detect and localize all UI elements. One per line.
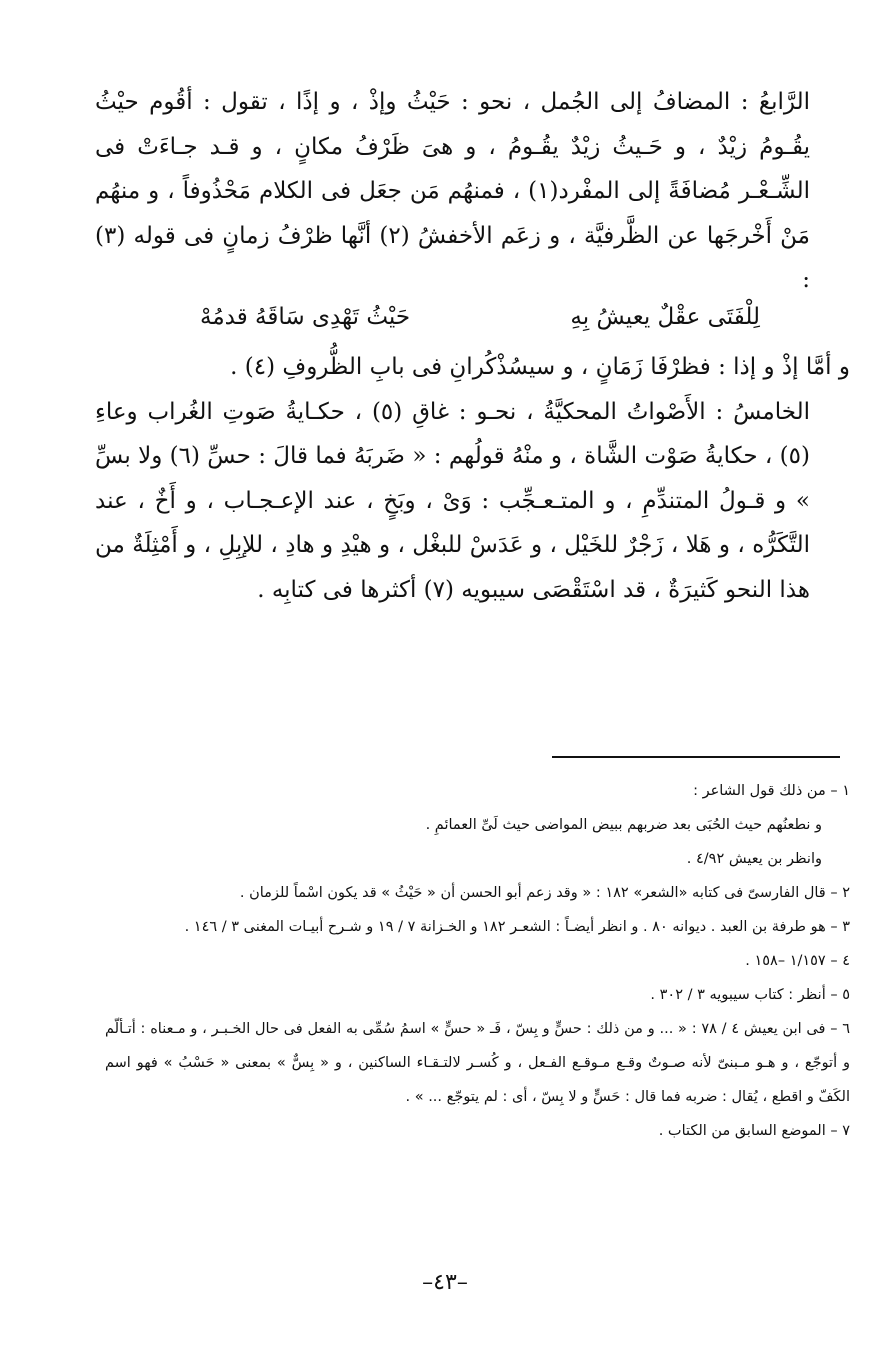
paragraph-fourth-type: الرَّابعُ : المضافُ إلى الجُمل ، نحو : حَيْثُ وإذْ ، و إذًا ، تقول : أقُوم حيْثُ يقُـومُ زيْدٌ ، و حَـيثُ زيْدٌ يقُـومُ ، و هىَ ظَرْفُ مكانٍ ، و قـد جـاءَتْ فى الشِّـعْـر مُضافَةً إلى المفْرد(١) ، فمنهُم مَن جعَل فى الكلام مَحْذُوفاً ، و منهُم مَنْ أَخْرجَها عن الظَّرفيَّة ، و زعَم الأخفشُ (٢) أنَّها ظرْفُ زمانٍ فى قوله (٣) : [95,89,811,293]
verse-second-hemistich: حَيْثُ تَهْدِى سَاقَهُ قدمُهْ [200,304,411,330]
verse-first-hemistich: لِلْفَتَى عقْلٌ يعيشُ بِهِ [570,304,760,330]
footnote-2: ٢ – قال الفارسىّ فى كتابه «الشعر» ١٨٢ : « وقد زعم أبو الحسن أن « حَيْثُ » قد يكون اسْماً للزمان . [239,885,850,901]
page-number: –٤٣– [422,1270,468,1295]
paragraph-fifth-type: الخامسُ : الأَصْواتُ المحكيَّةُ ، نحـو : غاقِ (٥) ، حكـايةُ صَوتِ الغُراب وعاءِ (٥) ، حكايةُ صَوْت الشَّاة ، و منْهُ قولُهم : « ضَربَهُ فما قالَ : حسِّ (٦) ولا بسِّ » و قـولُ المتندِّمِ ، و المتـعـجِّب : وَىْ ، وبَخٍ ، عند الإعـجـاب ، و أَخٌ ، عند التَّكَرُّه ، و هَلا ، زَجْرٌ للخَيْل ، و عَدَسْ للبغْل ، و هيْدِ و هادِ ، للإبِلِ ، و أَمْثِلَةٌ من هذا النحو كَثيرَةٌ ، قد اسْتَقْصَى سيبويه (٧) أكثرها فى كتابِه . [95,398,810,603]
footnotes-block [105,774,850,1148]
paragraph-idh-idha: و أمَّا إذْ و إذا : فظرْفَا زَمَانٍ ، و سيسُذْكُرانِ فى بابِ الظُّروفِ (٤) . [230,354,850,380]
footnote-1-verse: و نطعنُهم حيث الحُبَى بعد ضربهم ببيض المواضى حيث لَىِّ العمائمِ . [425,817,822,833]
footnote-1-reference: وانظر بن يعيش ٤/٩٢ . [686,851,822,867]
footnote-7: ٧ – الموضع السابق من الكتاب . [658,1123,850,1139]
poetry-verse [200,297,760,337]
footnote-separator-rule [552,756,840,758]
footnote-1: ١ – من ذلك قول الشاعر : [693,783,850,799]
footnote-6: ٦ – فى ابن يعيش ٤ / ٧٨ : « ... و من ذلك : حسٍّ و بِسّ ، فَـ « حسٍّ » اسمُ سُمِّى به الفعل فى حال الخـبـر ، و مـعناه : أتـألّم و أتوجّع ، و هـو مـبنىّ لأنه صـوتٌ وقـع مـوقـع الفـعل ، و كُسـر لالتـقـاء الساكنين ، و « بِسٌّ » بمعنى « حَسْبُ » فهو اسم الكَفّ و اقطع ، يُقال : ضربه فما قال : حَسٍّ و لا بِسّ ، أى : لم يتوجّع ... » . [105,1021,851,1105]
footnote-5: ٥ – أنظر : كتاب سيبويه ٣ / ٣٠٢ . [650,987,850,1003]
footnote-3: ٣ – هو طرفة بن العبد . ديوانه ٨٠ . و انظر أيضـاً : الشعـر ١٨٢ و الخـزانة ٧ / ١٩ و شـرح أبيـات المغنى ٣ / ١٤٦ . [184,919,850,935]
footnote-4: ٤ – ١/١٥٧ –١٥٨ . [745,953,850,969]
main-text-continued [95,345,850,612]
main-text-block [95,80,850,303]
